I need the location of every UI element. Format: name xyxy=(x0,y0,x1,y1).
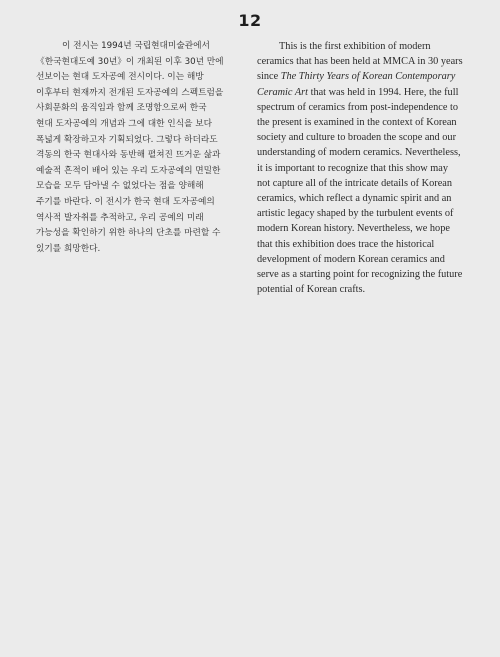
exhibition-title-italic: The Thirty Years of Korean Contemporary xyxy=(280,71,456,83)
korean-line: 이후부터 현재까지 전개된 도자공예의 스펙트럼을 xyxy=(36,87,224,98)
english-line: artistic legacy shaped by the turbulent events of xyxy=(257,208,454,220)
korean-line: 가능성을 확인하기 위한 하나의 단초를 마련할 수 xyxy=(36,228,221,239)
english-line: society and culture to broaden the scope and our xyxy=(257,132,457,144)
english-paragraph xyxy=(257,39,463,297)
english-line: spectrum of ceramics from post-independence to xyxy=(257,101,459,113)
english-line: ceramics, which reflect a dynamic spirit and an xyxy=(257,193,452,205)
korean-line: 현대 도자공예의 개념과 그에 대한 인식을 보다 xyxy=(36,118,213,129)
korean-paragraph xyxy=(36,39,226,257)
english-line: ceramics that has been held at MMCA in 30 years xyxy=(257,56,463,68)
korean-line: 《한국현대도예 30년》이 개최된 이후 30년 만에 xyxy=(36,56,224,67)
korean-line: 역사적 발자취를 추적하고, 우리 공예의 미래 xyxy=(36,212,204,223)
english-line xyxy=(257,39,443,54)
korean-line: 이 전시는 1994년 국립현대미술관에서 xyxy=(62,41,210,51)
english-line xyxy=(257,69,456,84)
korean-line: 있기를 희망한다. xyxy=(36,243,101,254)
english-line: not capture all of the intricate details of Korean xyxy=(257,177,452,189)
english-line: potential of Korean crafts. xyxy=(257,284,366,296)
korean-line: 예술적 흔적이 배어 있는 우리 도자공예의 면밀한 xyxy=(36,165,221,176)
exhibition-title-italic: Ceramic Art xyxy=(257,86,309,98)
korean-line: 선보이는 현대 도자공예 전시이다. 이는 해방 xyxy=(36,72,204,83)
page-number: 12 xyxy=(238,11,262,30)
korean-line: 격동의 한국 현대사와 동반해 펼쳐진 뜨거운 삶과 xyxy=(36,150,221,161)
korean-line: 모습을 모두 담아낼 수 없었다는 점을 양해해 xyxy=(36,181,204,192)
english-line: development of modern Korean ceramics and xyxy=(257,253,445,265)
english-line-text: This is the first exhibition of modern xyxy=(279,41,431,52)
english-line-text: since xyxy=(257,71,281,83)
english-line-text: that was held in 1994. Here, the full xyxy=(308,86,459,98)
english-line: serve as a starting point for recognizing the future xyxy=(257,269,463,281)
english-line xyxy=(257,85,459,100)
korean-line: 주기를 바란다. 이 전시가 한국 현대 도자공예의 xyxy=(36,196,215,207)
english-line: that this exhibition does trace the historical xyxy=(257,238,435,250)
english-line: the present is examined in the context of Korean xyxy=(257,117,457,129)
english-line: modern Korean history. Nevertheless, we hope xyxy=(257,223,450,235)
english-line: understanding of modern ceramics. Nevertheless, xyxy=(257,147,461,159)
korean-line: 사회문화의 움직임과 함께 조명함으로써 한국 xyxy=(36,103,207,114)
korean-line: 폭넓게 확장하고자 기획되었다. 그렇다 하더라도 xyxy=(36,134,218,145)
english-line: it is important to recognize that this show may xyxy=(257,162,449,174)
